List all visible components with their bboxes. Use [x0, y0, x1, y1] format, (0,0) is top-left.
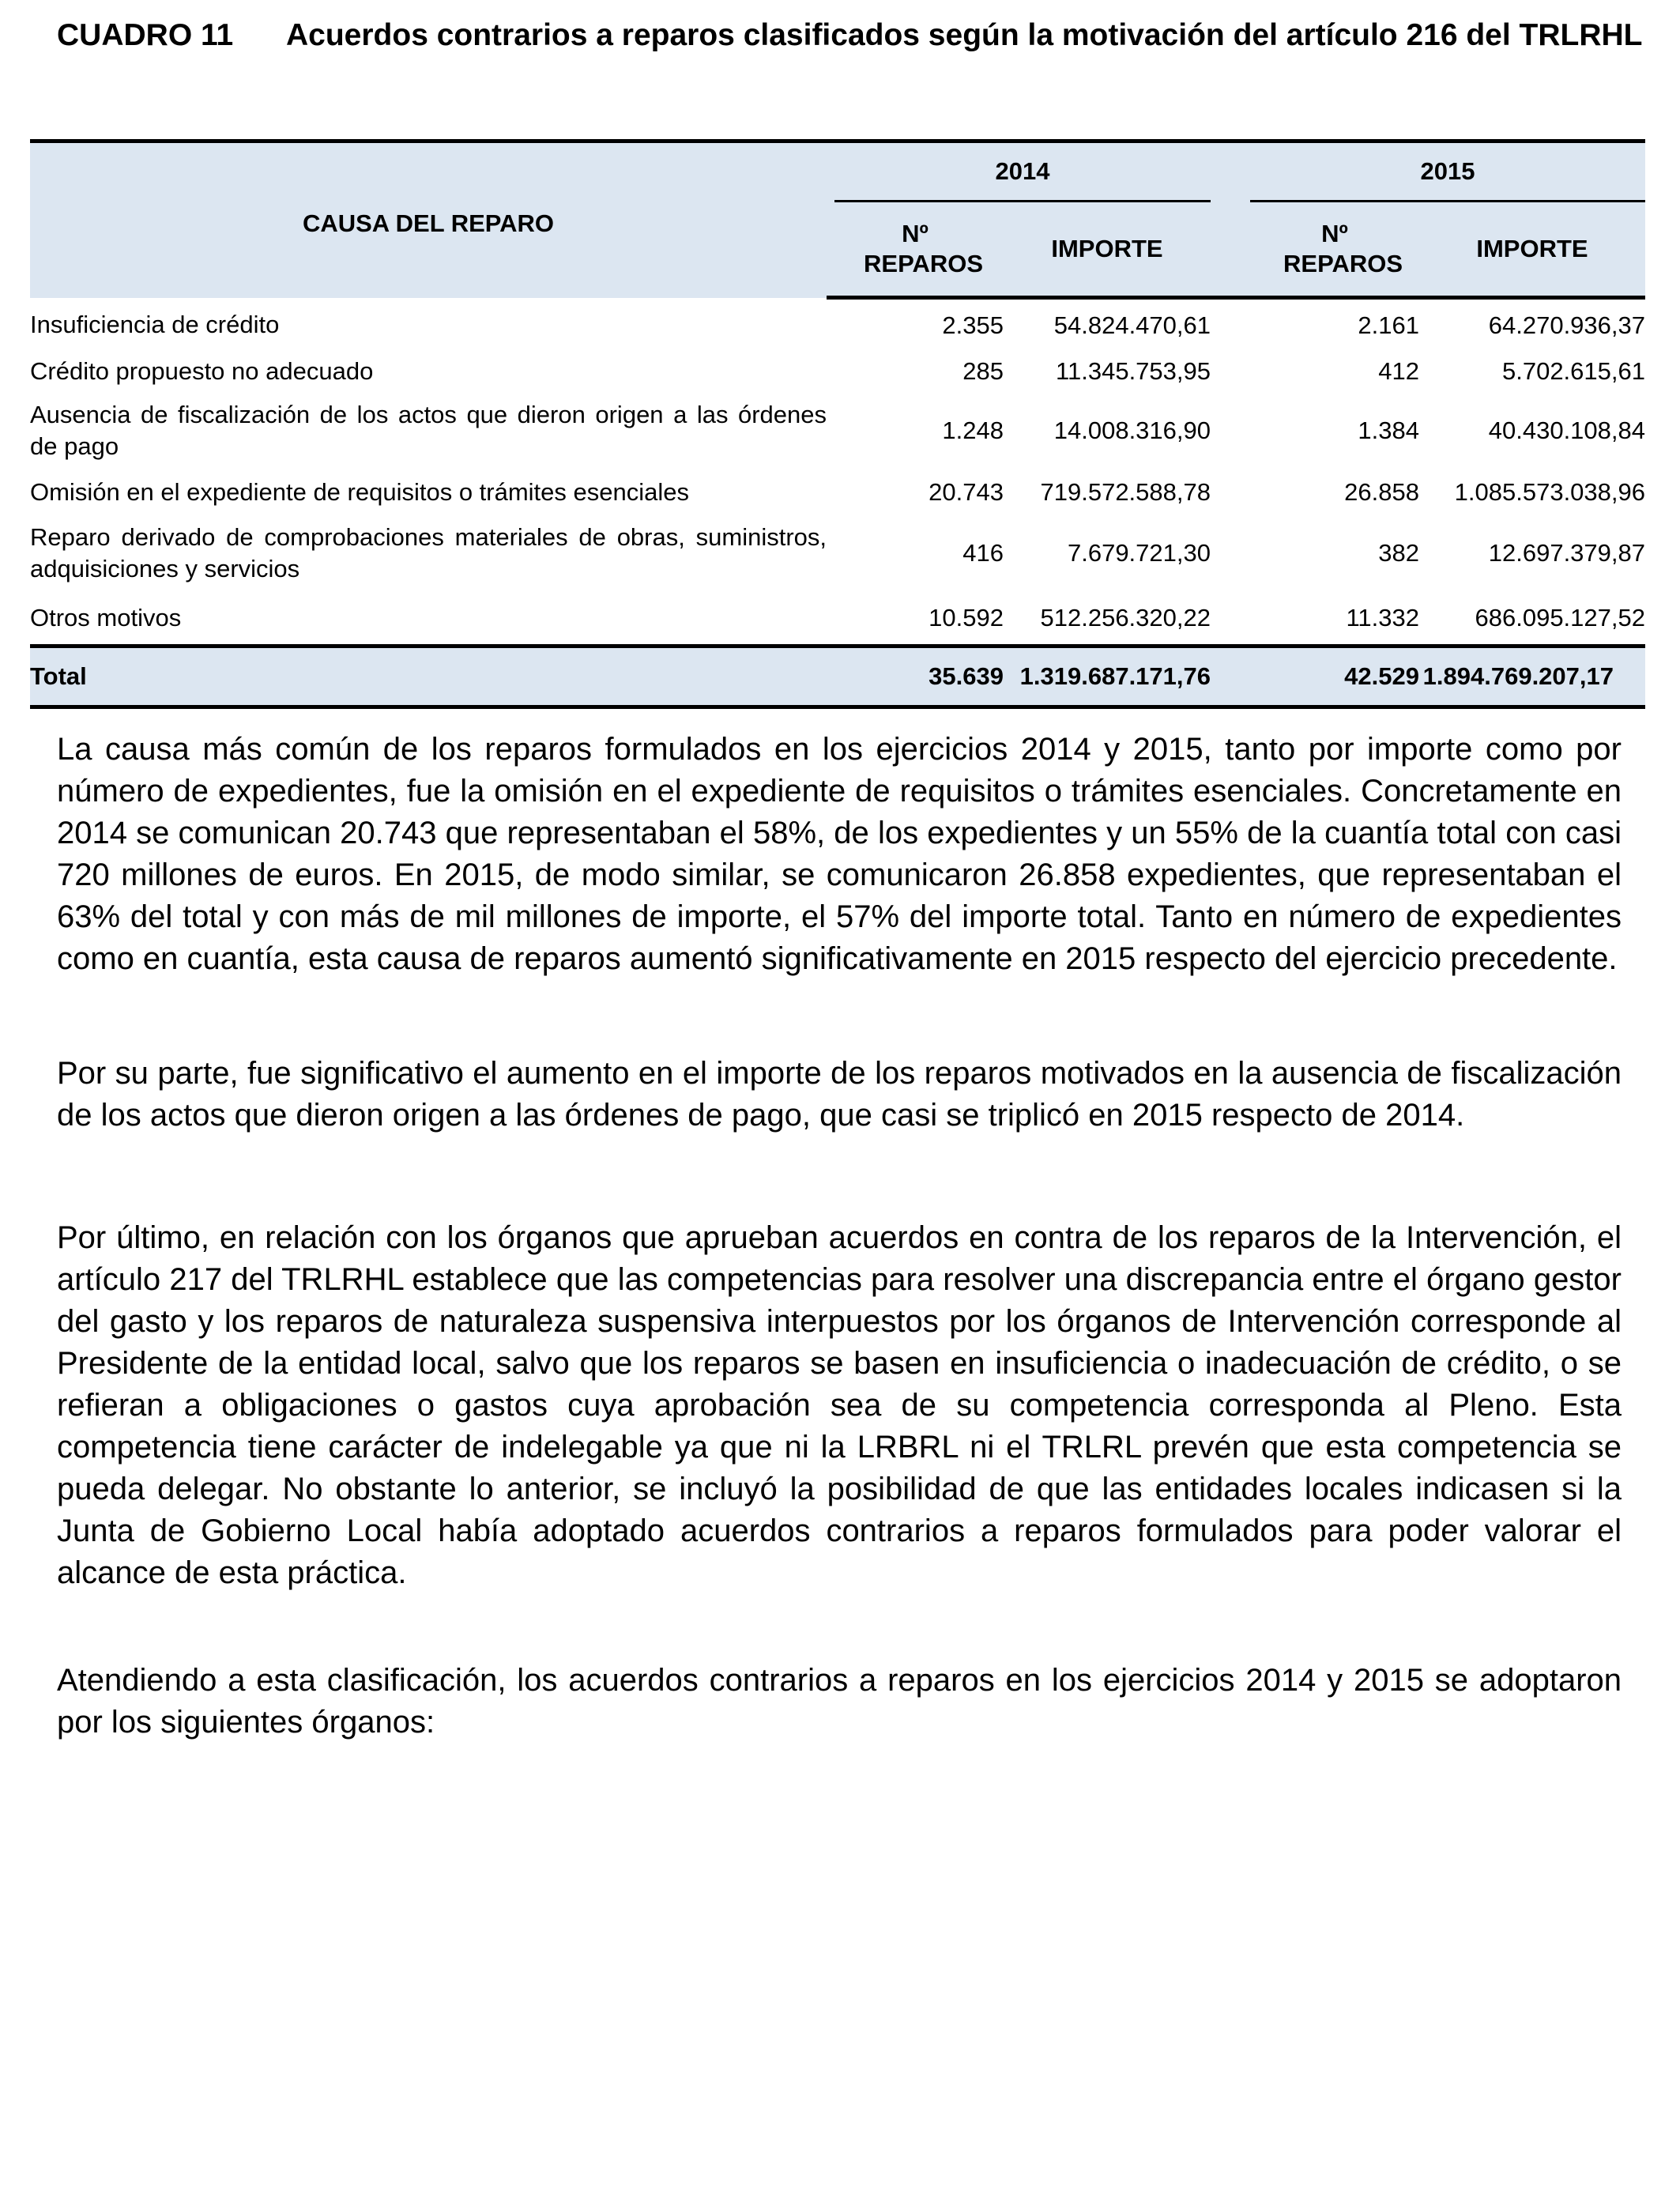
count-2015-cell: 382 — [1378, 539, 1419, 567]
count-2015-cell: 1.384 — [1358, 417, 1419, 444]
amount-2015-cell: 64.270.936,37 — [1488, 311, 1645, 339]
gap-cell — [1211, 647, 1250, 707]
year-header-2015 — [1250, 141, 1645, 203]
cause-cell: Otros motivos — [30, 604, 182, 631]
cause-cell: Crédito propuesto no adecuado — [30, 357, 374, 385]
amount-2015-cell: 40.430.108,84 — [1488, 417, 1645, 444]
gap-cell — [1211, 391, 1250, 470]
amount-header-2015: IMPORTE — [1419, 202, 1645, 298]
reparos-table — [30, 139, 1645, 709]
paragraph-classification-intro: Atendiendo a esta clasificación, los acuerdos contrarios a reparos en los ejercicios 2014 y 2015 se adoptaron por los siguientes órganos: — [57, 1663, 1622, 1740]
total-count-2015: 42.529 — [1250, 647, 1419, 707]
paragraph-fiscalization-increase: Por su parte, fue significativo el aumento en el importe de los reparos motivados en la ausencia de fiscalización de los actos que dieron origen a las órdenes de pago, que casi se triplicó en 2015 respecto de 2014. — [57, 1056, 1622, 1133]
cause-cell: Ausencia de fiscalización de los actos que dieron origen a las órdenes de pago — [30, 401, 827, 460]
table-number: CUADRO 11 — [57, 18, 234, 52]
table-row — [30, 352, 1645, 391]
total-label: Total — [30, 647, 827, 707]
total-row — [30, 647, 1645, 707]
table-row — [30, 391, 1645, 470]
paragraph-competent-bodies: Por último, en relación con los órganos que aprueban acuerdos en contra de los reparos de la Intervención, el artículo 217 del TRLRHL establece que las competencias para resolver una discrepancia entre el órgano gestor del gasto y los reparos de naturaleza suspensiva interpuestos por los órganos de Intervención corresponde al Presidente de la entidad local, salvo que los reparos se basen en insuficiencia o inadecuación de crédito, o se refieran a obligaciones o gastos cuya aprobación sea de su competencia corresponda al Pleno. Esta competencia tiene carácter de indelegable ya que ni la LRBRL ni el TRLRL prevén que esta competencia se pueda delegar. No obstante lo anterior, se incluyó la posibilidad de que las entidades locales indicasen si la Junta de Gobierno Local había adoptado acuerdos contrarios a reparos formulados para poder valorar el alcance de esta práctica. — [57, 1220, 1622, 1590]
amount-2015-cell: 1.085.573.038,96 — [1454, 478, 1645, 506]
count-header-label: Nº REPAROS — [864, 220, 984, 277]
gap-cell — [1211, 470, 1250, 515]
count-2014-cell: 10.592 — [929, 604, 1004, 631]
table-row — [30, 592, 1645, 647]
amount-2014-cell: 512.256.320,22 — [1040, 604, 1211, 631]
total-count-2014: 35.639 — [827, 647, 1004, 707]
count-2014-cell: 20.743 — [929, 478, 1004, 506]
count-header-label: Nº REPAROS — [1283, 220, 1403, 277]
paragraph-common-cause: La causa más común de los reparos formulados en los ejercicios 2014 y 2015, tanto por importe como por número de expedientes, fue la omisión en el expediente de requisitos o trámites esenciales. Concretamente en 2014 se comunican 20.743 que representaban el 58%, de los expedientes y un 55% de la cuantía total con casi 720 millones de euros. En 2015, de modo similar, se comunicaron 26.858 expedientes, que representaban el 63% del total y con más de mil millones de importe, el 57% del importe total. Tanto en número de expedientes como en cuantía, esta causa de reparos aumentó significativamente en 2015 respecto del ejercicio precedente. — [57, 732, 1622, 976]
amount-2015-cell: 686.095.127,52 — [1475, 604, 1645, 631]
year-label-2014: 2014 — [834, 143, 1211, 202]
count-header-2014 — [827, 202, 1004, 298]
count-2014-cell: 1.248 — [942, 417, 1004, 444]
amount-2014-cell: 14.008.316,90 — [1053, 417, 1211, 444]
amount-2014-cell: 54.824.470,61 — [1053, 311, 1211, 339]
count-2015-cell: 26.858 — [1344, 478, 1419, 506]
amount-header-2014: IMPORTE — [1004, 202, 1211, 298]
gap-cell — [1211, 515, 1250, 592]
table-row — [30, 470, 1645, 515]
year-header-2014 — [827, 141, 1211, 203]
total-amount-2015: 1.894.769.207,17 — [1419, 647, 1645, 707]
header-gap — [1211, 141, 1250, 203]
count-header-2015 — [1250, 202, 1419, 298]
cause-cell: Insuficiencia de crédito — [30, 310, 280, 338]
count-2015-cell: 2.161 — [1358, 311, 1419, 339]
gap-cell — [1211, 592, 1250, 647]
count-2014-cell: 416 — [962, 539, 1004, 567]
count-2015-cell: 412 — [1378, 357, 1419, 385]
table-title: Acuerdos contrarios a reparos clasificados según la motivación del artículo 216 del TRLRHL — [286, 18, 1643, 52]
table-row — [30, 515, 1645, 592]
amount-2014-cell: 719.572.588,78 — [1040, 478, 1211, 506]
count-2015-cell: 11.332 — [1346, 604, 1419, 631]
total-amount-2014: 1.319.687.171,76 — [1004, 647, 1211, 707]
cause-cell: Omisión en el expediente de requisitos o trámites esenciales — [30, 478, 690, 506]
count-2014-cell: 2.355 — [942, 311, 1004, 339]
amount-2015-cell: 5.702.615,61 — [1501, 357, 1645, 385]
table-row — [30, 298, 1645, 352]
gap-cell — [1211, 298, 1250, 352]
header-gap — [1211, 202, 1250, 298]
amount-2014-cell: 11.345.753,95 — [1056, 357, 1211, 385]
count-2014-cell: 285 — [962, 357, 1004, 385]
amount-2014-cell: 7.679.721,30 — [1067, 539, 1211, 567]
cause-header: CAUSA DEL REPARO — [30, 141, 827, 298]
cause-cell: Reparo derivado de comprobaciones materiales de obras, suministros, adquisiciones y servicios — [30, 523, 827, 582]
gap-cell — [1211, 352, 1250, 391]
amount-2015-cell: 12.697.379,87 — [1488, 539, 1645, 567]
year-label-2015: 2015 — [1250, 143, 1645, 202]
